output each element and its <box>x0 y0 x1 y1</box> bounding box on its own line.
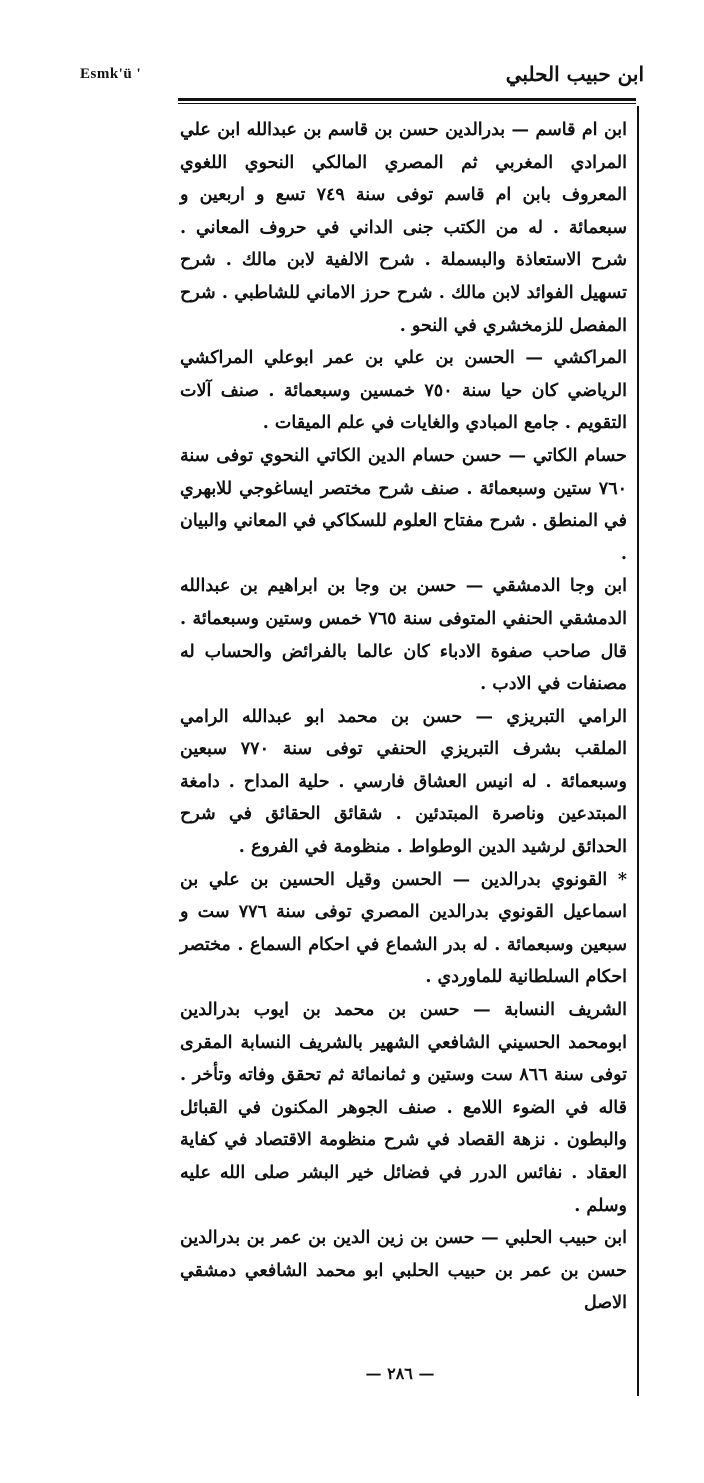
entry-husam-al-kati: حسام الكاتي — حسن حسام الدين الكاتي النحوي توفى سنة ٧٦٠ ستين وسبعمائة . صنف شرح مختصر ايساغوجي للابهري في المنطق . شرح مفتاح العلوم للسكاكي في المعاني والبيان . <box>179 445 627 564</box>
entry-al-qunawi: * القونوي بدرالدين — الحسن وقيل الحسين بن علي بن اسماعيل القونوي بدرالدين المصري توفى سنة ٧٧٦ ست و سبعين وسبعمائة . له بدر الشماع في احكام السماع . مختصر احكام السلطانية للماوردي . <box>180 869 627 988</box>
entry-ibn-umm-qasim: ابن ام قاسم — بدرالدين حسن بن قاسم بن عبدالله ابن علي المرادي المغربي ثم المصري المالكي النحوي اللغوي المعروف بابن ام قاسم توفى سنة ٧٤٩ تسع و اربعين و سبعمائة . له من الكتب جنى الداني في حروف المعاني . شرح الاستعاذة والبسملة . شرح الالفية لابن مالك . شرح تسهيل الفوائد لابن مالك . شرح حرز الاماني للشاطبي . شرح المفصل للزمخشري في النحو . <box>180 120 627 336</box>
page-code: Esmk'ü ' <box>80 66 142 82</box>
header-rule <box>178 98 636 101</box>
header-rule-thin <box>178 103 636 104</box>
page-header <box>0 62 704 98</box>
entry-al-rami-al-tabrizi: الرامي التبريزي — حسن بن محمد ابو عبدالله الرامي الملقب بشرف التبريزي الحنفي توفى سنة ٧٧٠ سبعين وسبعمائة . له انيس العشاق فارسي . حلية المداح . دامغة المبتدعين وناصرة المبتدئين . شقائق الحقائق في شرح الحدائق لرشيد الدين الوطواط . منظومة في الفروع . <box>180 706 627 858</box>
margin-rule <box>637 106 639 1396</box>
entry-al-sharif-al-nassaba: الشريف النسابة — حسن بن محمد بن ايوب بدرالدين ابومحمد الحسيني الشافعي الشهير بالشريف النسابة المقرى توفى سنة ٨٦٦ ست وستين و ثمانمائة ثم تحقق وفاته وتأخر . قاله في الضوء اللامع . صنف الجوهر المكنون في القبائل والبطون . نزهة القصاد في شرح منظومة الاقتصاد في كفاية العقاد . نفائس الدرر في فضائل خير البشر صلى الله عليه وسلم . <box>180 1000 627 1216</box>
running-title: ابن حبيب الحلبي <box>505 62 644 86</box>
entry-ibn-habib-al-halabi: ابن حبيب الحلبي — حسن بن زين الدين بن عمر بن بدرالدين حسن بن عمر بن حبيب الحلبي ابو محمد الشافعي دمشقي الاصل <box>180 1228 627 1314</box>
entry-al-marrakushi: المراكشي — الحسن بن علي بن عمر ابوعلي المراكشي الرياضي كان حيا سنة ٧٥٠ خمسين وسبعمائة . صنف آلات التقويم . جامع المبادي والغايات في علم الميقات . <box>180 348 627 434</box>
page-body <box>180 114 627 1320</box>
page-number: — ٢٨٦ — <box>365 1364 435 1383</box>
entry-ibn-waja: ابن وجا الدمشقي — حسن بن وجا بن ابراهيم بن عبدالله الدمشقي الحنفي المتوفى سنة ٧٦٥ خمس وستين وسبعمائة . قال صاحب صفوة الادباء كان عالما بالفرائض والحساب له مصنفات في الادب . <box>180 576 627 695</box>
